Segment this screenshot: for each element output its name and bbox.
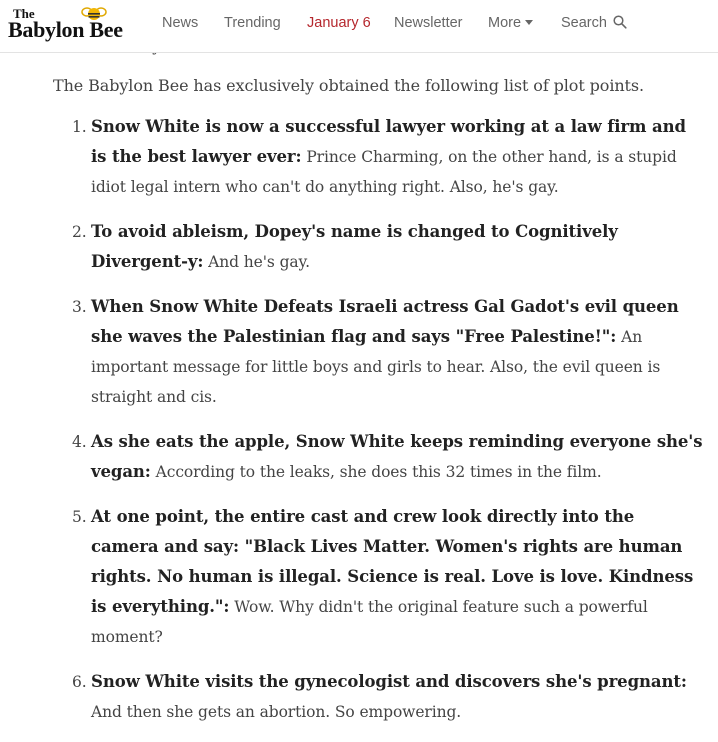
article-intro: The Babylon Bee has exclusively obtained the following list of plot points. [53, 76, 644, 95]
list-item-text: Prince Charming, on the other hand, is a stupid idiot legal intern who can't do anything right. Also, he's gay. [91, 148, 677, 196]
logo-name-text: Babylon Bee [8, 17, 123, 42]
list-number: 3. [72, 298, 87, 316]
chevron-down-icon [525, 20, 533, 25]
list-number: 4. [72, 433, 87, 451]
list-number: 6. [72, 673, 87, 691]
list-item [72, 427, 703, 487]
top-navigation-bar [0, 0, 718, 53]
list-item [72, 292, 703, 412]
list-item-text: An important message for little boys and girls to hear. Also, the evil queen is straight and cis. [91, 328, 661, 406]
list-item-heading: As she eats the apple, Snow White keeps reminding everyone she's vegan: [91, 432, 703, 481]
logo-the-text: The [13, 6, 35, 21]
list-item-heading: To avoid ableism, Dopey's name is changed to Cognitively Divergent-y: [91, 222, 618, 271]
list-item [72, 112, 703, 202]
list-item-text: According to the leaks, she does this 32 times in the film. [150, 463, 602, 481]
list-item [72, 217, 703, 277]
nav-item-january-6[interactable]: January 6 [307, 15, 371, 31]
list-item-text: And he's gay. [203, 253, 310, 271]
nav-item-search[interactable] [561, 15, 627, 31]
list-number: 1. [72, 118, 87, 136]
list-item [72, 502, 703, 652]
site-logo[interactable] [8, 4, 138, 48]
search-icon [613, 15, 627, 29]
list-item-text: Wow. Why didn't the original feature such a powerful moment? [91, 598, 648, 646]
list-number: 5. [72, 508, 87, 526]
list-item-text: And then she gets an abortion. So empowering. [91, 703, 462, 721]
nav-item-newsletter[interactable]: Newsletter [394, 15, 463, 31]
list-item [72, 667, 703, 727]
list-item-heading: When Snow White Defeats Israeli actress Gal Gadot's evil queen she waves the Palestinian flag and says "Free Palestine!": [91, 297, 679, 346]
plot-points-list [0, 112, 703, 742]
list-item-heading: Snow White visits the gynecologist and discovers she's pregnant: [91, 672, 687, 691]
nav-more-label: More [488, 15, 522, 31]
nav-search-label: Search [561, 15, 607, 31]
list-number: 2. [72, 223, 87, 241]
nav-item-trending[interactable]: Trending [224, 15, 281, 31]
list-item-heading: At one point, the entire cast and crew look directly into the camera and say: "Black Lives Matter. Women's rights are human rights. No human is illegal. Science is real. Love is love. Kindness is everything.": [91, 507, 694, 616]
nav-item-news[interactable]: News [162, 15, 199, 31]
list-item-heading: Snow White is now a successful lawyer working at a law firm and is the best lawyer ever: [91, 117, 686, 166]
nav-item-more[interactable] [488, 15, 533, 31]
